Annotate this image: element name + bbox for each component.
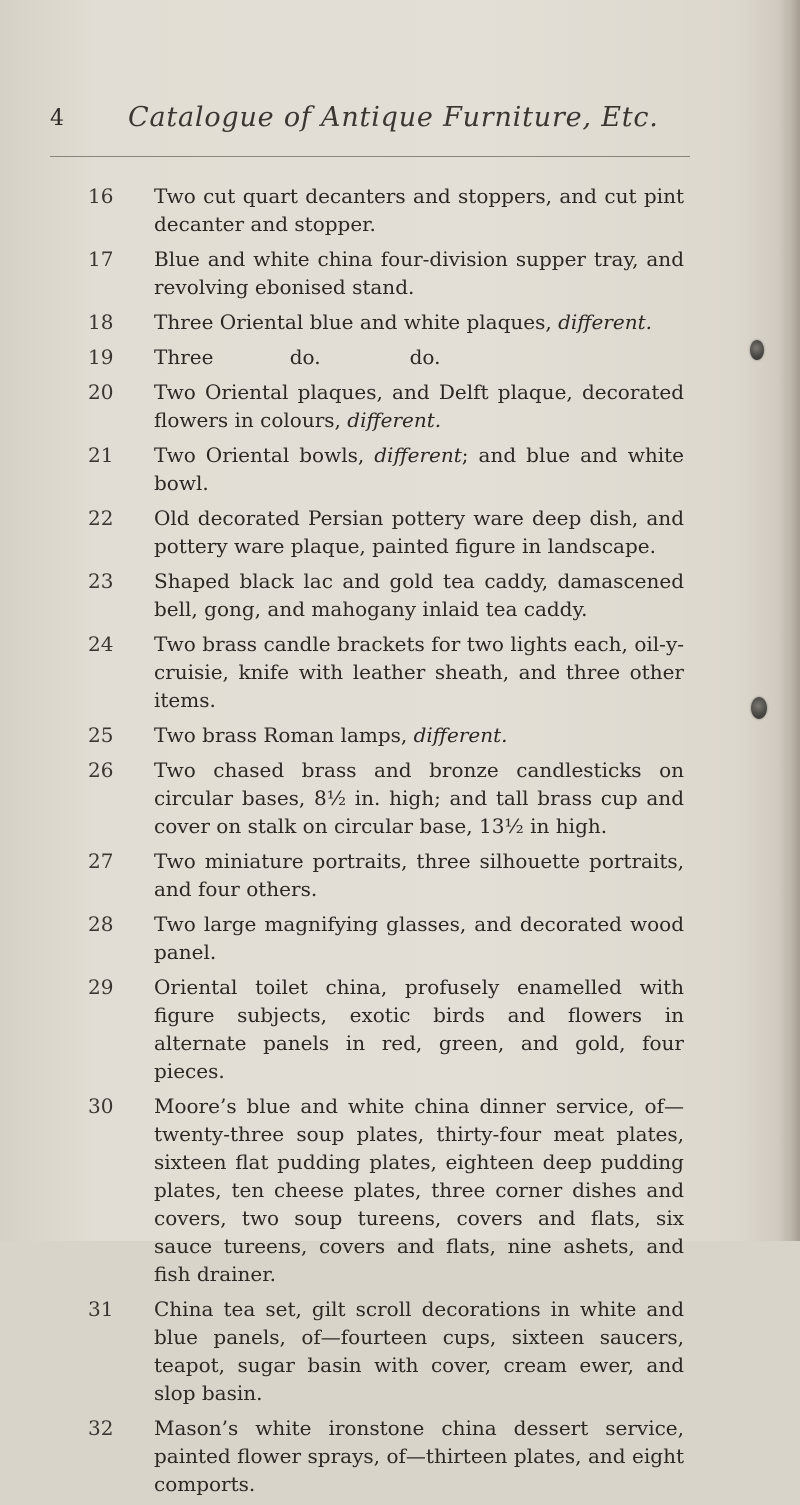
lot-text-tail: ; and blue and white bowl. — [154, 443, 684, 495]
lot-text: Old decorated Persian pottery ware deep dish, and pottery ware plaque, painted figure in landscape. — [154, 506, 691, 558]
lot-description — [132, 182, 691, 238]
lot-italic-text: different. — [347, 408, 442, 432]
lot-number: 31 — [88, 1297, 114, 1321]
lot-text: Two brass candle brackets for two lights each, oil-y-cruisie, knife with leather sheath, and three other items. — [154, 632, 691, 712]
lot-text: Blue and white china four-division supper tray, and revolving ebonised stand. — [154, 247, 691, 299]
lot-text: Two Oriental bowls, — [154, 443, 375, 467]
lot-entry — [0, 1414, 800, 1498]
lot-description — [132, 630, 691, 714]
lot-description — [132, 504, 691, 560]
lot-number: 22 — [88, 506, 114, 530]
lot-number: 21 — [88, 443, 114, 467]
lot-description — [132, 1414, 691, 1498]
lot-number: 32 — [88, 1416, 114, 1440]
lot-text: Two large magnifying glasses, and decorated wood panel. — [154, 912, 691, 964]
lot-number: 23 — [88, 569, 114, 593]
lot-entry — [0, 910, 800, 966]
page-header — [50, 88, 750, 148]
lot-number: 27 — [88, 849, 114, 873]
lot-description — [132, 343, 684, 371]
lot-entry — [0, 756, 800, 840]
lot-text: Two Oriental plaques, and Delft plaque, decorated flowers in colours, — [154, 380, 691, 432]
lot-text: Moore’s blue and white china dinner service, of—twenty-three soup plates, thirty-four meat plates, sixteen flat pudding plates, eighteen deep pudding plates, ten cheese plates, three corner dishes and covers, two soup tureens, covers and flats, six sauce tureens, covers and flats, nine ashets, and fish drainer. — [154, 1094, 691, 1286]
lot-number: 16 — [88, 184, 114, 208]
binding-hole — [751, 697, 767, 719]
lot-text: Three do. do. — [154, 345, 441, 369]
lot-entry — [0, 1092, 800, 1288]
lot-entry — [0, 245, 800, 301]
lot-text: Three Oriental blue and white plaques, — [154, 310, 559, 334]
lot-entry — [0, 378, 800, 434]
lot-entry — [0, 504, 800, 560]
lot-description — [132, 847, 691, 903]
lot-text: China tea set, gilt scroll decorations in white and blue panels, of—fourteen cups, sixteen saucers, teapot, sugar basin with cover, cream ewer, and slop basin. — [154, 1297, 691, 1405]
lot-entry — [0, 343, 800, 371]
page-number: 4 — [50, 106, 64, 131]
lot-number: 26 — [88, 758, 114, 782]
lot-text: Two cut quart decanters and stoppers, and cut pint decanter and stopper. — [154, 184, 691, 236]
running-title: Catalogue of Antique Furniture, Etc. — [128, 102, 659, 133]
header-rule — [50, 156, 690, 157]
lot-description — [132, 1092, 691, 1288]
lot-description — [132, 756, 691, 840]
lot-number: 19 — [88, 345, 114, 369]
lot-text: Two miniature portraits, three silhouette portraits, and four others. — [154, 849, 691, 901]
lot-number: 25 — [88, 723, 114, 747]
lot-list — [0, 182, 800, 1505]
lot-entry — [0, 847, 800, 903]
lot-entry — [0, 973, 800, 1085]
lot-number: 24 — [88, 632, 114, 656]
lot-number: 20 — [88, 380, 114, 404]
lot-description — [132, 245, 691, 301]
lot-text: Two chased brass and bronze candlesticks on circular bases, 8½ in. high; and tall brass cup and cover on stalk on circular base, 13½ in high. — [154, 758, 691, 838]
lot-text: Oriental toilet china, profusely enamelled with figure subjects, exotic birds and flowers in alternate panels in red, green, and gold, four pieces. — [154, 975, 691, 1083]
lot-number: 28 — [88, 912, 114, 936]
lot-description — [132, 567, 691, 623]
lot-text: Shaped black lac and gold tea caddy, damascened bell, gong, and mahogany inlaid tea caddy. — [154, 569, 691, 621]
lot-entry — [0, 441, 800, 497]
lot-entry — [0, 721, 800, 749]
lot-italic-text: different — [374, 443, 462, 467]
lot-entry — [0, 1295, 800, 1407]
lot-text: Two brass Roman lamps, — [154, 723, 414, 747]
lot-number: 29 — [88, 975, 114, 999]
lot-italic-text: different. — [558, 310, 652, 334]
lot-text: Mason’s white ironstone china dessert service, painted flower sprays, of—thirteen plates, and eight comports. — [154, 1416, 691, 1496]
lot-description — [132, 910, 691, 966]
lot-entry — [0, 308, 800, 336]
lot-entry — [0, 567, 800, 623]
binding-hole — [750, 340, 764, 360]
lot-description — [132, 378, 691, 434]
lot-italic-text: different. — [413, 723, 508, 747]
lot-entry — [0, 182, 800, 238]
lot-description — [132, 441, 684, 497]
lot-number: 30 — [88, 1094, 114, 1118]
lot-entry — [0, 630, 800, 714]
lot-description — [132, 973, 691, 1085]
lot-number: 18 — [88, 310, 114, 334]
lot-number: 17 — [88, 247, 114, 271]
lot-description — [132, 1295, 691, 1407]
lot-description — [132, 308, 684, 336]
lot-description — [132, 721, 684, 749]
